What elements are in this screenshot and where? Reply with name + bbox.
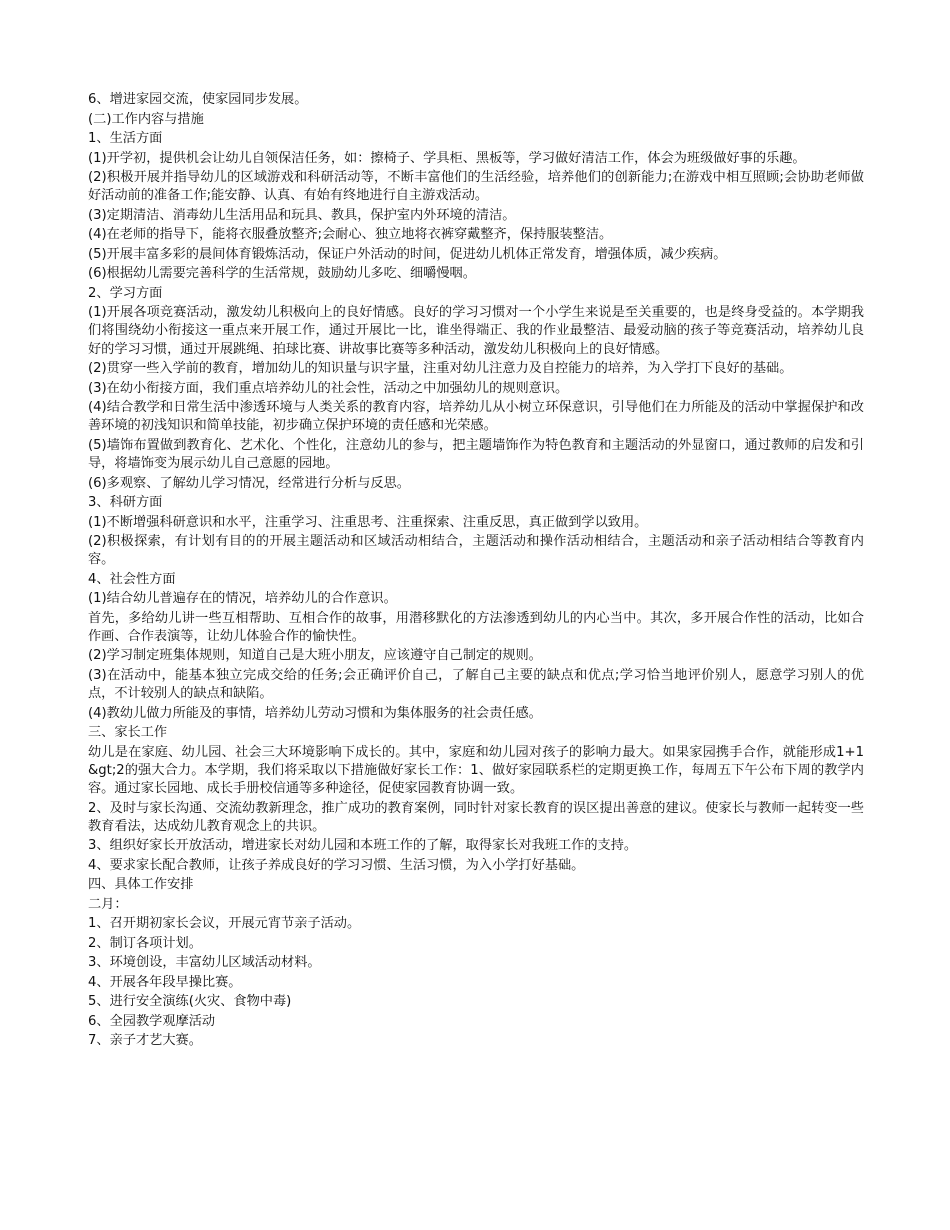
list-item: 3、环境创设，丰富幼儿区域活动材料。	[88, 955, 321, 971]
paragraph: 首先，多给幼儿讲一些互相帮助、互相合作的故事，用潜移默化的方法渗透到幼儿的内心当中。其次，多开展合作性的活动，比如合作画、合作表演等，让幼儿体验合作的愉快性。	[88, 610, 864, 644]
paragraph: (3)在幼小衔接方面，我们重点培养幼儿的社会性，活动之中加强幼儿的规则意识。	[88, 380, 569, 396]
paragraph: (4)教幼儿做力所能及的事情，培养幼儿劳动习惯和为集体服务的社会责任感。	[88, 705, 542, 721]
month-heading: 二月：	[88, 896, 128, 912]
paragraph: (3)在活动中，能基本独立完成交给的任务;会正确评价自己，了解自己主要的缺点和优点;学习恰当地评价别人，愿意学习别人的优点，不计较别人的缺点和缺陷。	[88, 667, 864, 702]
paragraph: (5)开展丰富多彩的晨间体育锻炼活动，保证户外活动的时间，促进幼儿机体正常发育，增强体质，减少疾病。	[88, 246, 727, 262]
paragraph: (6)根据幼儿需要完善科学的生活常规，鼓励幼儿多吃、细嚼慢咽。	[88, 266, 476, 282]
subsection-heading: 4、社会性方面	[88, 571, 176, 587]
paragraph: (1)开展各项竞赛活动，激发幼儿积极向上的良好情感。良好的学习习惯对一个小学生来说是至关重要的，也是终身受益的。本学期我们将围绕幼小衔接这一重点来开展工作，通过开展比一比，谁坐得端正、我的作业最整洁、最爱动脑的孩子等竞赛活动，培养幼儿良好的学习习惯，通过开展跳绳、拍球比赛、讲故事比赛等多种活动，激发幼儿积极向上的良好情感。	[88, 305, 864, 357]
paragraph: (6)多观察、了解幼儿学习情况，经常进行分析与反思。	[88, 475, 410, 491]
paragraph: (2)学习制定班集体规则，知道自己是大班小朋友，应该遵守自己制定的规则。	[88, 648, 542, 664]
section-heading: 三、家长工作	[88, 725, 168, 741]
list-item: 1、召开期初家长会议，开展元宵节亲子活动。	[88, 916, 361, 932]
paragraph: 4、要求家长配合教师，让孩子养成良好的学习习惯、生活习惯，为入小学打好基础。	[88, 857, 585, 873]
list-item: 5、进行安全演练(火灾、食物中毒)	[88, 994, 292, 1010]
paragraph: (3)定期清洁、消毒幼儿生活用品和玩具、教具，保护室内外环境的清洁。	[88, 207, 516, 223]
paragraph: (4)结合教学和日常生活中渗透环境与人类关系的教育内容，培养幼儿从小树立环保意识，引导他们在力所能及的活动中掌握保护和改善环境的初浅知识和简单技能，初步确立保护环境的责任感和光荣感。	[88, 400, 864, 434]
paragraph: 6、增进家园交流，使家园同步发展。	[88, 92, 308, 107]
paragraph: (2)积极开展并指导幼儿的区域游戏和科研活动等，不断丰富他们的生活经验，培养他们的创新能力;在游戏中相互照顾;会协助老师做好活动前的准备工作;能安静、认真、有始有终地进行自主游戏活动。	[88, 170, 864, 204]
subsection-heading: 1、生活方面	[88, 131, 163, 146]
paragraph: 3、组织好家长开放活动，增进家长对幼儿园和本班工作的了解，取得家长对我班工作的支持。	[88, 838, 638, 854]
paragraph: (1)结合幼儿普遍存在的情况，培养幼儿的合作意识。	[88, 591, 397, 607]
paragraph: 幼儿是在家庭、幼儿园、社会三大环境影响下成长的。其中，家庭和幼儿园对孩子的影响力最大。如果家园携手合作，就能形成1+1&gt;2的强大合力。本学期，我们将采取以下措施做好家长工作：1、做好家园联系栏的定期更换工作，每周五下午公布下周的教学内容。通过家长园地、成长手册校信通等多种途径，促使家园教育协调一致。	[88, 744, 864, 797]
paragraph: (2)贯穿一些入学前的教育，增加幼儿的知识量与识字量，注重对幼儿注意力及自控能力的培养，为入学打下良好的基础。	[88, 361, 793, 377]
section-heading: 四、具体工作安排	[88, 877, 194, 893]
paragraph: (4)在老师的指导下，能将衣服叠放整齐;会耐心、独立地将衣裤穿戴整齐，保持服装整洁。	[88, 227, 613, 243]
list-item: 2、制订各项计划。	[88, 935, 202, 951]
list-item: 6、全园教学观摩活动	[88, 1013, 216, 1029]
paragraph: (2)积极探索，有计划有目的的开展主题活动和区域活动相结合，主题活动和操作活动相结合，主题活动和亲子活动相结合等教育内容。	[88, 534, 864, 568]
paragraph: (1)不断增强科研意识和水平，注重学习、注重思考、注重探索、注重反思，真正做到学以致用。	[88, 514, 648, 530]
subsection-heading: 3、科研方面	[88, 495, 163, 511]
section-heading: (二)工作内容与措施	[88, 111, 204, 127]
paragraph: 2、及时与家长沟通、交流幼教新理念，推广成功的教育案例，同时针对家长教育的误区提出善意的建议。使家长与教师一起转变一些教育看法，达成幼儿教育观念上的共识。	[88, 800, 864, 834]
paragraph: (1)开学初，提供机会让幼儿自领保洁任务，如：擦椅子、学具柜、黑板等，学习做好清洁工作，体会为班级做好事的乐趣。	[88, 150, 806, 166]
document-body	[88, 91, 864, 1052]
list-item: 4、开展各年段早操比赛。	[88, 974, 242, 990]
paragraph: (5)墙饰布置做到教育化、艺术化、个性化，注意幼儿的参与，把主题墙饰作为特色教育和主题活动的外显窗口，通过教师的启发和引导，将墙饰变为展示幼儿自己意愿的园地。	[88, 437, 864, 472]
list-item: 7、亲子才艺大赛。	[88, 1033, 202, 1049]
subsection-heading: 2、学习方面	[88, 285, 163, 301]
